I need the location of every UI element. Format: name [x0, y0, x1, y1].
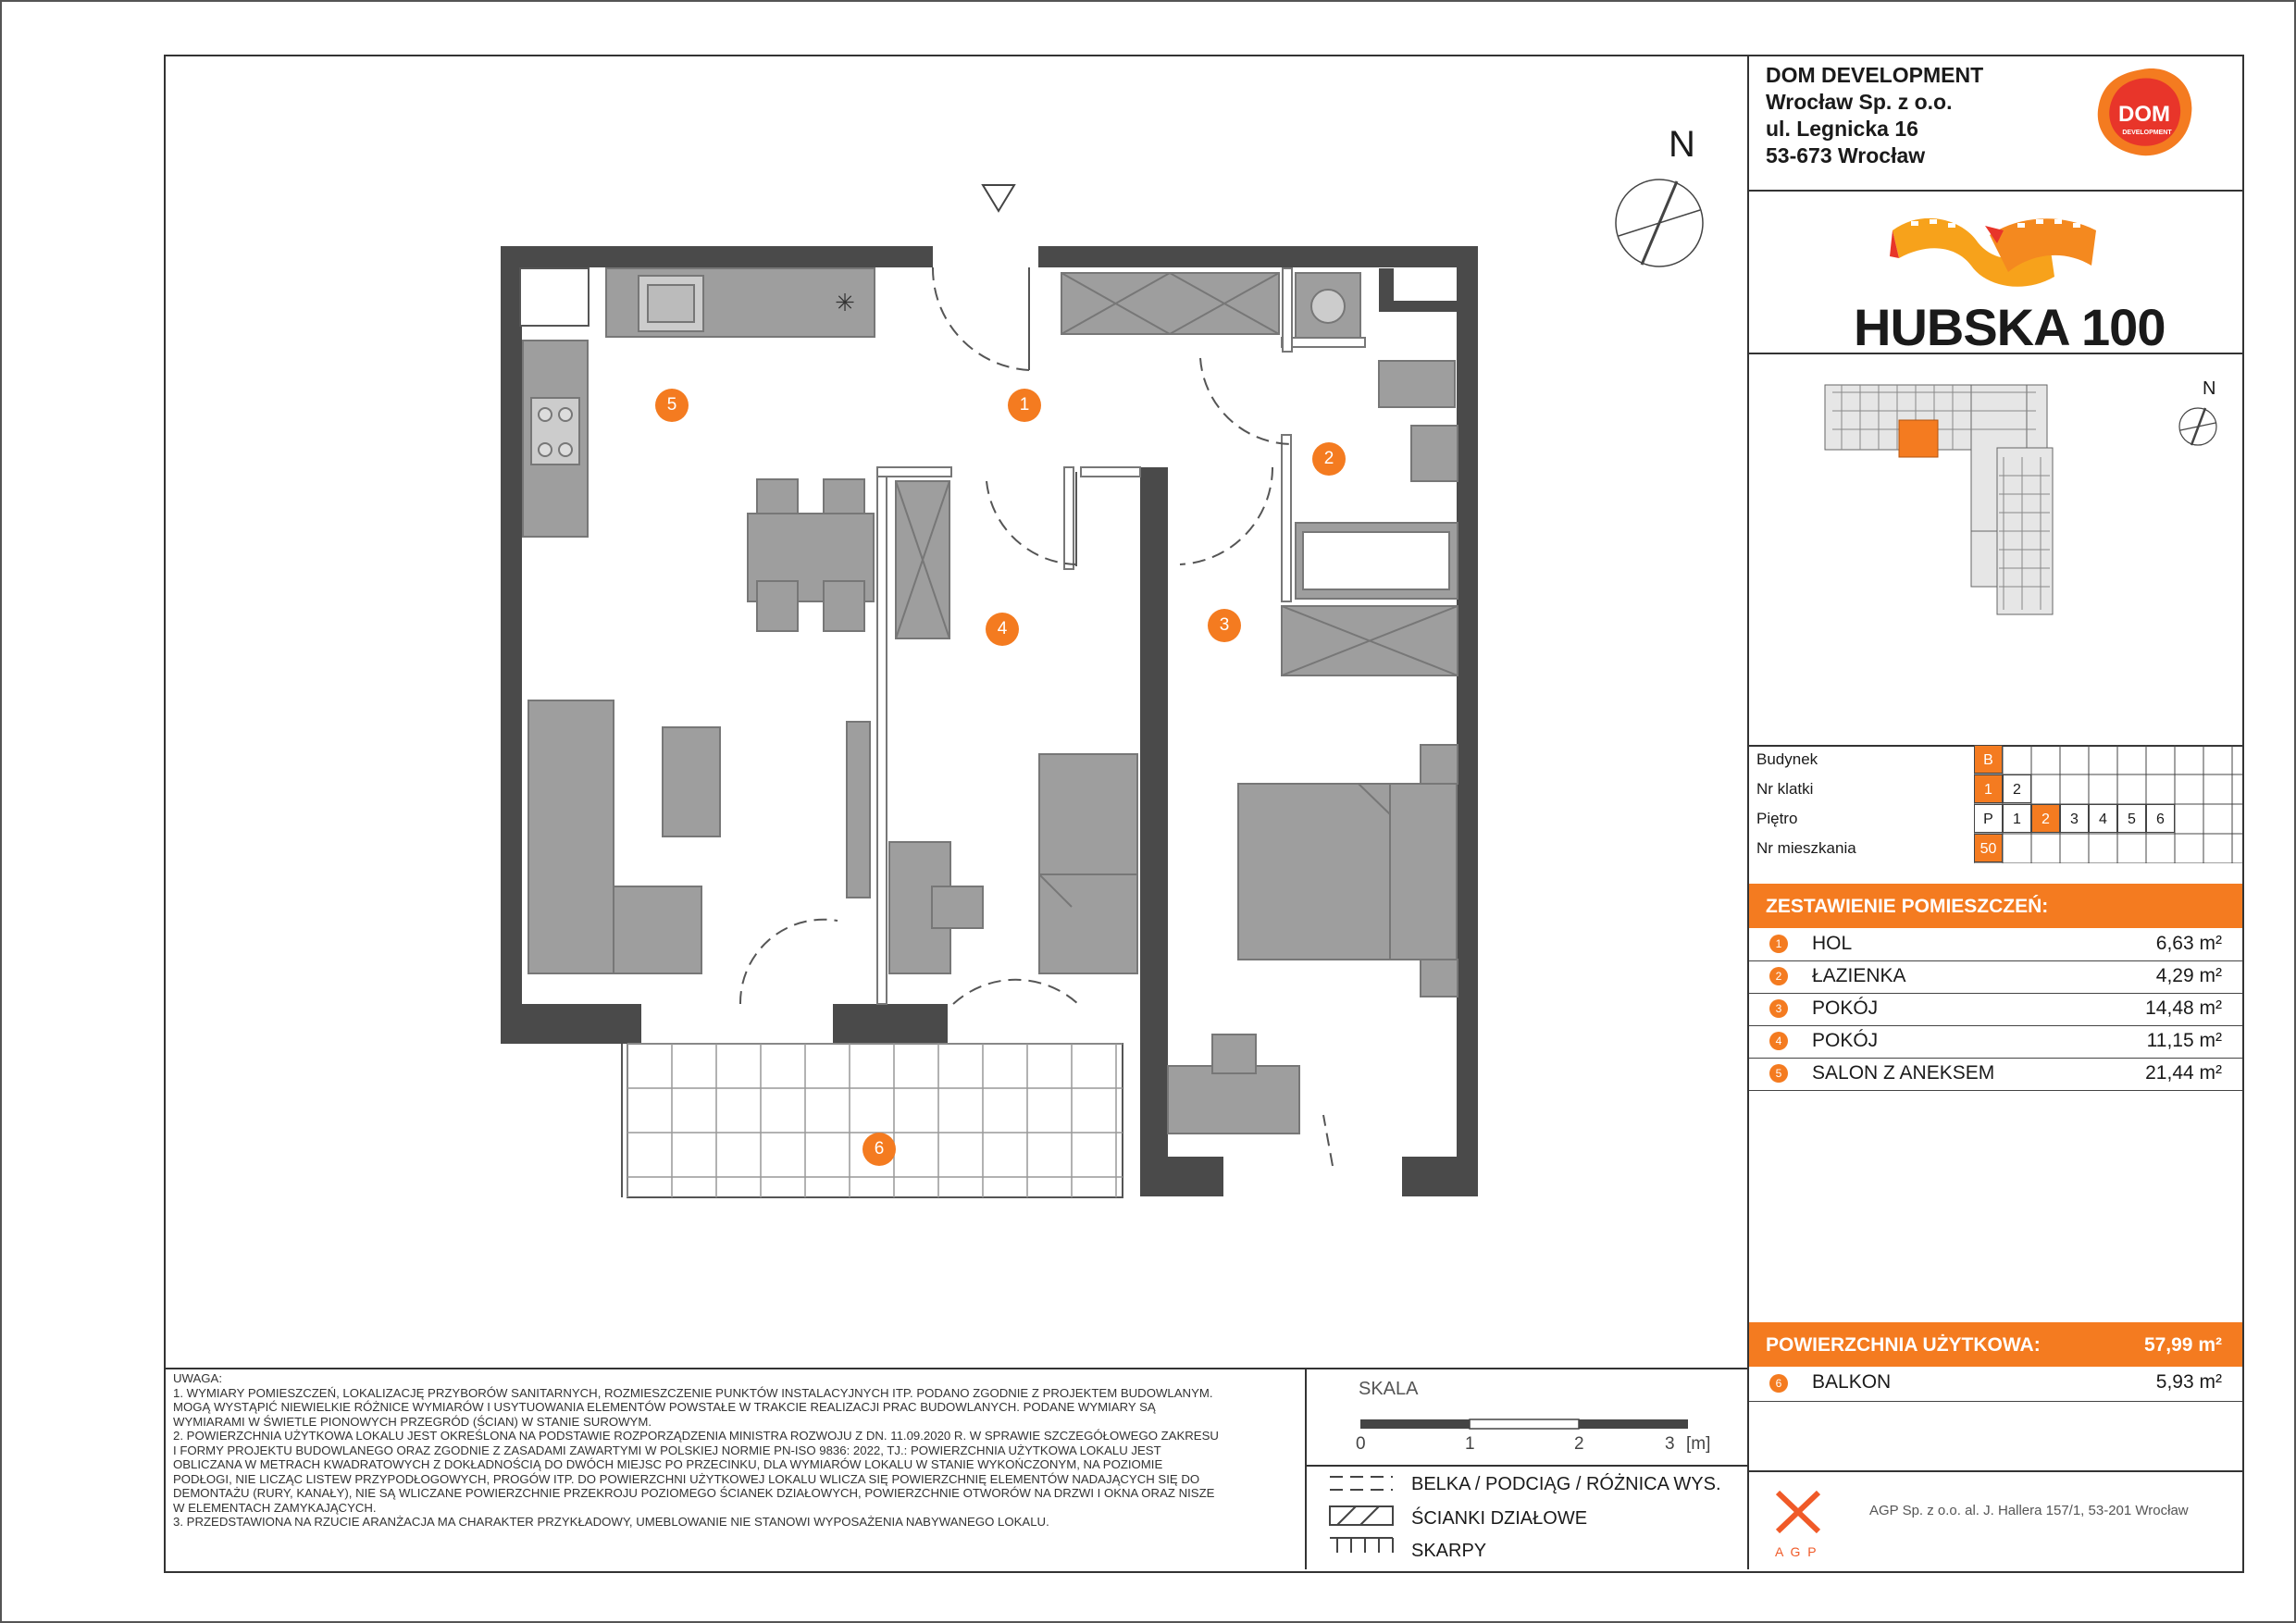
svg-text:DEVELOPMENT: DEVELOPMENT: [2122, 130, 2172, 136]
room-badge-4: 4: [986, 613, 1019, 646]
room-badge-3: 3: [1208, 609, 1241, 642]
sofa: [528, 700, 870, 973]
usable-area-bar: POWIERZCHNIA UŻYTKOWA: 57,99 m²: [1749, 1322, 2242, 1367]
balcony: [622, 1044, 1123, 1197]
kitchen-units: [520, 268, 875, 537]
agp-logo: [1772, 1487, 1828, 1552]
pietro-cell-4: 4: [2089, 804, 2117, 833]
svg-text:DOM: DOM: [2118, 102, 2170, 127]
room-badge-2: 2: [1312, 442, 1346, 476]
pietro-cell-5: 5: [2117, 804, 2146, 833]
company-address: [1766, 62, 1983, 169]
room4-furniture: [889, 754, 1137, 973]
company-line3: ul. Legnicka 16: [1766, 117, 1918, 141]
company-line4: 53-673 Wrocław: [1766, 143, 1926, 167]
key-plan: [1823, 374, 2091, 624]
room-row-5: 5 SALON Z ANEKSEM 21,44 m²: [1749, 1058, 2242, 1091]
budynek-cell: B: [1974, 745, 2003, 774]
entrance-marker-icon: [983, 185, 1014, 211]
info-grid: [1974, 745, 2242, 863]
scale-bar: [1359, 1416, 1692, 1434]
dining-table: [748, 479, 874, 631]
scale-unit: [m]: [1686, 1434, 1711, 1454]
klatka-cell-1: 1: [1974, 774, 2003, 803]
legend-symbols: [1328, 1473, 1402, 1556]
project-name: HUBSKA 100: [1854, 298, 2166, 356]
room-row-4: 4 POKÓJ 11,15 m²: [1749, 1025, 2242, 1059]
legend-beam: BELKA / PODCIĄG / RÓŻNICA WYS.: [1411, 1474, 1721, 1494]
scale-tick-1: 1: [1465, 1434, 1475, 1454]
north-label: N: [1669, 124, 1695, 165]
pietro-cell-1: 1: [2003, 804, 2031, 833]
room3-furniture: [1168, 745, 1458, 1134]
scale-tick-2: 2: [1574, 1434, 1584, 1454]
wardrobes: [896, 273, 1458, 675]
legend-reveals: SKARPY: [1411, 1541, 1487, 1561]
scale-title: SKALA: [1359, 1379, 1419, 1399]
klatka-cell-2: 2: [2003, 774, 2031, 803]
dom-logo: [2091, 66, 2198, 163]
room-badge-6: 6: [863, 1133, 896, 1166]
pietro-cell-6: 6: [2146, 804, 2175, 833]
notes: UWAGA: 1. WYMIARY POMIESZCZEŃ, LOKALIZACJĘ PRZYBORÓW SANITARNYCH, ROZMIESZCZENIE PUNKTÓW INSTALACYJNYCH ITP. PODANO ZGODNIE Z PROJEKTEM BUDOWLANYM. MOGĄ WYSTĄPIĆ NIEWIELKIE RÓŻNICE WYMIARÓW I USYTUOWANIA ELEMENTÓW POWSTAŁE W TRAKCIE REALIZACJI PRAC BUDOWLANYCH. PODANE WYMIARY SĄ WYMIARAMI W ŚWIETLE PIONOWYCH PRZEGRÓD (ŚCIAN) W STANIE SUROWYM. 2. POWIERZCHNIA UŻYTKOWA LOKALU JEST OKREŚLONA NA PODSTAWIE ROZPORZĄDZENIA MINISTRA ROZWOJU Z DN. 11.09.2020 R. W SPRAWIE SZCZEGÓŁOWEGO ZAKRESU I FORMY PROJEKTU BUDOWLANEGO ORAZ ZGODNIE Z ZASADAMI ZAWARTYMI W POLSKIEJ NORMIE PN-ISO 9836: 2022, TJ.: POWIERZCHNIA UŻYTKOWA LOKALU JEST OBLICZANA W METRACH KWADRATOWYCH Z DOKŁADNOŚCIĄ DO DWÓCH MIEJSC PO PRZECINKU, DLA WYMIARÓW LOKALU W STANIE WYKOŃCZONYM, NA POZIOMIE PODŁOGI, NIE LICZĄC LISTEW PRZYPODŁOGOWYCH, PROGÓW ITP. DO POWIERZCHNI UŻYTKOWEJ LOKALU WLICZA SIĘ POWIERZCHNIĘ ELEMENTÓW NADAJĄCYCH SIĘ DO DEMONTAŻU (RURY, KANAŁY), NIE SĄ WLICZANE POWIERZCHNIE PRZEKROJU POZIOMEGO ŚCIANEK DZIAŁOWYCH, POWIERZCHNIE OTWORÓW NA DRZWI I OKNA ORAZ NISZE W ELEMENTACH ZAMYKAJĄCYCH. 3. PRZEDSTAWIONA NA RZUCIE ARANŻACJA MA CHARAKTER PRZYKŁADOWY, UMEBLOWANIE NIE STANOWI WYPOSAŻENIA NABYWANEGO LOKALU.: [173, 1371, 1219, 1529]
compass-icon: [1616, 180, 1703, 266]
room-row-3: 3 POKÓJ 14,48 m²: [1749, 993, 2242, 1026]
room-row-2: 2 ŁAZIENKA 4,29 m²: [1749, 960, 2242, 994]
room-row-1: 1 HOL 6,63 m²: [1749, 928, 2242, 961]
balcony-row: 6 BALKON 5,93 m²: [1749, 1367, 2242, 1402]
bathroom-fixtures: [1296, 273, 1458, 599]
agp-logo-text: A G P: [1775, 1544, 1818, 1559]
pietro-cell-p: P: [1974, 804, 2003, 833]
rooms-header: ZESTAWIENIE POMIESZCZEŃ:: [1749, 884, 2242, 928]
mieszkanie-cell: 50: [1974, 834, 2003, 862]
architect-address: AGP Sp. z o.o. al. J. Hallera 157/1, 53-201 Wrocław: [1869, 1503, 2189, 1518]
pietro-cell-2: 2: [2031, 804, 2060, 833]
pietro-cell-3: 3: [2060, 804, 2089, 833]
company-line2: Wrocław Sp. z o.o.: [1766, 90, 1953, 114]
room-badge-5: 5: [655, 389, 689, 422]
key-compass-icon: [2175, 397, 2230, 452]
scale-tick-3: 3: [1665, 1434, 1675, 1454]
legend-partitions: ŚCIANKI DZIAŁOWE: [1411, 1508, 1588, 1529]
scale-tick-0: 0: [1356, 1434, 1366, 1454]
company-name: DOM DEVELOPMENT: [1766, 63, 1984, 87]
fridge-icon: ✳: [835, 289, 855, 316]
title-block: DOM DEVELOPMENT Wrocław Sp. z o.o. ul. Legnicka 16 53-673 Wrocław DOM DEVELOPMENT HUBSKA 100 N Budynek Nr klatki Piętro Nr mieszkania B 1 2 P 1 2 3 4 5 6 50 ZESTAWIENIE POMIESZCZEŃ: 1 HOL 6,63 m² 2 ŁAZIENKA 4,29 m² 3 POKÓJ 14,48 m² 4 POKÓJ 11,15 m² 5 SALON Z ANEKSEM 21,44 m² POWIERZCHNIA UŻYTKOWA: 57,99 m² 6 BALKON 5,93 m² A G P AGP Sp. z o.o. al. J. Hallera 157/1, 53-201 Wrocław: [1747, 55, 2242, 1569]
room-badge-1: 1: [1008, 389, 1041, 422]
key-north-label: N: [2203, 378, 2216, 399]
film-strip-logo: [1888, 203, 2101, 291]
